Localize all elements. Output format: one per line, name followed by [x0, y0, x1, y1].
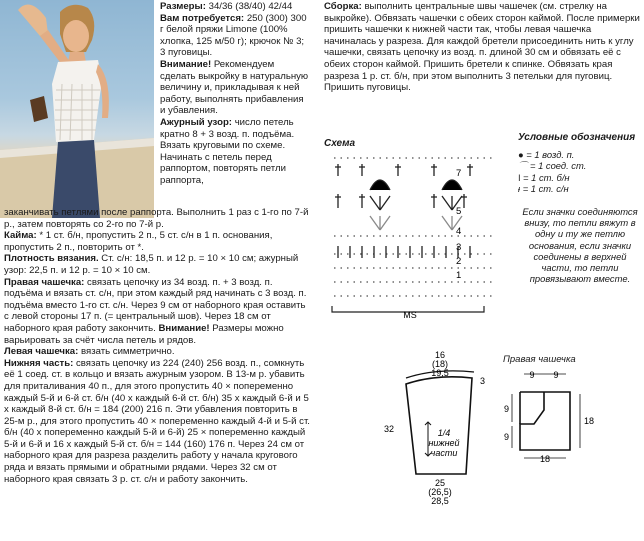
density-label: Плотность вязания.	[4, 253, 99, 265]
bottom-part-label: Нижняя часть:	[4, 357, 74, 369]
edging-line	[4, 230, 312, 253]
materials-line	[160, 13, 310, 59]
pattern-top: 16	[434, 350, 446, 360]
row-number-6: 6	[452, 182, 458, 193]
legend-item-sc-label: = 1 ст. б/н	[523, 171, 570, 183]
materials-label: Вам потребуется:	[160, 12, 245, 24]
sizes-line	[160, 1, 310, 13]
model-photo	[0, 0, 154, 218]
cup-left-a: 9	[504, 404, 510, 414]
pattern-bottom: 25	[434, 478, 446, 488]
chain-stitch-icon: ●	[518, 149, 524, 161]
pattern-top-c: 19,5	[431, 368, 449, 378]
right-cup-line	[4, 277, 312, 347]
model-illustration	[0, 0, 154, 218]
materials-value: 250 (300) 300 г белой пряжи Limone (100% хлопка, 125 м/50 г); крючок № 3; 3 пуговицы.	[160, 12, 307, 59]
chart-stitches	[335, 164, 473, 258]
density-value: Ст. с/н: 18,5 п. и 12 р. = 10 × 10 см; ажурный узор: 22,5 п. и 12 р. = 10 × 10 см.	[4, 253, 299, 276]
row-number-7: 7	[456, 168, 462, 179]
pattern-label-2: нижней	[428, 438, 460, 448]
attention-line	[160, 59, 310, 117]
pattern-label-1: 1/4	[437, 428, 451, 438]
attention-label: Внимание!	[160, 58, 212, 70]
scheme-title: Схема	[324, 138, 356, 149]
cup-title: Правая чашечка	[503, 354, 576, 365]
legend-item-dc	[518, 183, 642, 194]
assembly-block	[324, 1, 640, 94]
right-cup-attention-label: Внимание!	[158, 322, 210, 334]
legend-item-chain-label: = 1 возд. п.	[526, 149, 575, 161]
pattern-bottom-b: (26,5)	[428, 487, 452, 497]
right-cup-attention-value: Размеры можно варьировать за счёт числа петель и рядов.	[4, 322, 284, 346]
pattern-bottom-c: 28,5	[431, 496, 449, 506]
lace-pattern-line	[160, 117, 310, 187]
right-cup-label: Правая чашечка:	[4, 276, 85, 288]
row-number-3: 3	[456, 242, 462, 253]
cup-top-a: 9	[529, 370, 535, 380]
lace-pattern-continued: заканчивать петлями после раппорта. Выполнить 1 раз с 1-го по 7-й р., затем повторять со 2-го по 7-й р.	[4, 207, 309, 230]
sizes-value: 34/36 (38/40) 42/44	[208, 1, 293, 12]
legend-note: Если значки соединяются внизу, то петли вяжут в одну и ту же петлю основания, если значки соединены в верхней части, то петли провязывают вместе.	[522, 206, 638, 285]
legend-item-sc	[518, 172, 642, 183]
sizes-label: Размеры:	[160, 1, 206, 12]
lace-pattern-label: Ажурный узор:	[160, 116, 233, 128]
slip-stitch-icon: ⌒	[518, 160, 528, 172]
edging-label: Кайма:	[4, 230, 37, 242]
legend-item-slip	[518, 160, 642, 171]
double-crochet-icon: ᵻ	[518, 182, 521, 194]
legend-item-chain	[518, 149, 642, 160]
legend-item-slip-label: = 1 соед. ст.	[530, 160, 587, 172]
cup-bottom: 18	[539, 454, 551, 464]
assembly-value: выполнить центральные швы чашечек (см. стрелку на выкройке). Обвязать чашечки с обеих сторон каймой. После примерки пришить чашечки к нижней части так, чтобы левая чашечка начиналась у разреза. Для каждой бретели присоединить нить к углу чашечки, связать цепочку из возд. п. длиной 30 см и обвязать её с обеих сторон каймой. Пришить бретели к спинке. Обвязать края разреза 1 р. ст. б/н, при этом выполнить 3 петельки для пуговиц. Пришить пуговицы.	[324, 1, 640, 94]
lace-pattern-value: число петель кратно 8 + 3 возд. п. подъёма. Вязать круговыми по схеме. Начинать с петель перед раппортом, повторять петли раппорта,	[160, 116, 295, 186]
bottom-part-pattern	[376, 348, 508, 506]
pattern-label-3: части	[430, 448, 458, 458]
pattern-height: 32	[384, 424, 395, 434]
bottom-part-value: связать цепочку из 224 (240) 256 возд. п., сомкнуть её 1 соед. ст. в кольцо и вязать ажурным узором. В 13-м р. убавить для приталивания 40 п., для этого пропустить 40 × попеременно каждый 5-й и 6-й ст. б/н (40 х каждый 6-й ст. б/н) 35 х каждый 6-й и 5 х каждый 8-й ст. б/н = 184 (200) 216 п. Эти убавления повторить в 25-м р., для этого пропустить 40 × попеременно каждый 4-й и 5-й ст. б/н (40 х попеременно каждый 5-й и 6-й) 25 × попеременно каждый 5-й и 6-й и 16 х каждый 5-й ст. б/н = 144 (160) 176 п. Через 24 см от наборного края для разреза разделить работу у начала кругового ряда и вязать прямыми и обратными рядами. Через 32 см от наборного края связать 3 р. ст. с/н и работу закончить.	[4, 357, 310, 485]
intro-block	[160, 1, 310, 187]
assembly-label: Сборка:	[324, 1, 362, 12]
bottom-part-line	[4, 358, 312, 486]
row-number-5: 5	[456, 206, 462, 217]
density-line	[4, 253, 312, 276]
cup-right: 18	[584, 416, 595, 426]
legend	[518, 132, 642, 284]
edging-value: * 1 ст. б/н, пропустить 2 п., 5 ст. с/н в 1 п. основания, пропустить 2 п., повторить от *.	[4, 230, 273, 253]
ms-label: MS	[403, 310, 417, 320]
stitch-chart	[324, 150, 506, 320]
right-cup-value: связать цепочку из 34 возд. п. + 3 возд. п. подъёма и вязать ст. с/н, при этом каждый ряд начинать с 3 возд. п. подъёма вместо 1-го ст. с/н. Через 9 см от наборного края оставить с левой стороны 17 п. (= центральный шов). Через 18 см от наборного края работу закончить.	[4, 276, 307, 334]
left-cup-label: Левая чашечка:	[4, 346, 79, 358]
pattern-side-mark: 3	[480, 376, 486, 386]
instructions-block	[4, 207, 312, 485]
legend-item-dc-label: = 1 ст. с/н	[522, 182, 569, 194]
cup-left-b: 9	[504, 432, 510, 442]
row-number-2: 2	[456, 256, 462, 267]
single-crochet-icon: ǀ	[518, 171, 521, 183]
left-cup-line	[4, 346, 312, 358]
row-number-1: 1	[456, 270, 462, 281]
attention-value: Рекомендуем сделать выкройку в натуральную величину и, прикладывая к ней работу, выполнять прибавления и убавления.	[160, 58, 309, 117]
cup-top-b: 9	[553, 370, 559, 380]
row-number-4: 4	[456, 226, 462, 237]
cup-pattern	[500, 366, 624, 462]
pattern-top-b: (18)	[431, 359, 449, 369]
chart-dashes	[334, 158, 494, 296]
left-cup-value: вязать симметрично.	[81, 346, 175, 358]
legend-title: Условные обозначения	[518, 132, 636, 143]
